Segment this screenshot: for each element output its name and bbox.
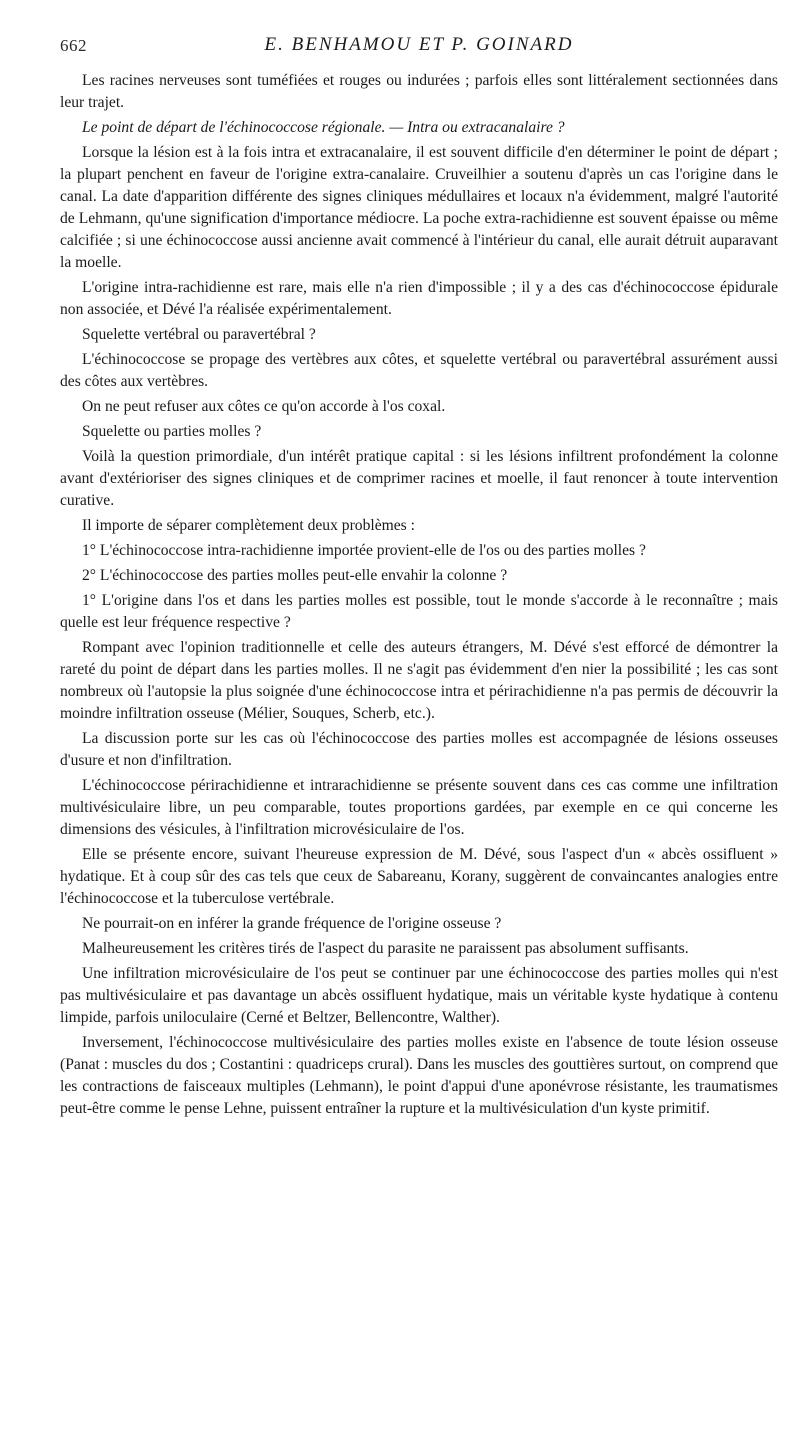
paragraph: Lorsque la lésion est à la fois intra et extracanalaire, il est souvent difficile d'en déterminer le point de départ ; la plupart penchent en faveur de l'origine extra-canalaire. Cruveilhier a soutenu d'après un cas l'origine dans le canal. La date d'apparition différente des signes cliniques médullaires et locaux n'a évidemment, malgré l'autorité de Lehmann, qu'une signification d'importance médiocre. La poche extra-rachidienne est souvent épaisse ou même calcifiée ; si une échinococcose aussi ancienne avait commencé à l'intérieur du canal, elle aurait détruit auparavant la moelle. [60,144,778,271]
paragraph: 1° L'échinococcose intra-rachidienne importée provient-elle de l'os ou des parties molles ? [82,542,646,559]
paragraph: 1° L'origine dans l'os et dans les parties molles est possible, tout le monde s'accorde à le reconnaître ; mais quelle est leur fréquence respective ? [60,592,778,631]
paragraph: Elle se présente encore, suivant l'heureuse expression de M. Dévé, sous l'aspect d'un « abcès ossifluent » hydatique. Et à coup sûr des cas tels que ceux de Sabareanu, Korany, suggèrent de convaincantes analogies entre l'échinococcose et la tuberculose vertébrale. [60,846,778,907]
subheading: Squelette ou parties molles ? [82,423,262,440]
book-page [60,30,778,1123]
paragraph: On ne peut refuser aux côtes ce qu'on accorde à l'os coxal. [82,398,446,415]
paragraph: Les racines nerveuses sont tuméfiées et rouges ou indurées ; parfois elles sont littéralement sectionnées dans leur trajet. [60,72,778,111]
section-heading: Le point de départ de l'échinococcose régionale. — Intra ou extracanalaire ? [82,119,565,136]
paragraph: 2° L'échinococcose des parties molles peut-elle envahir la colonne ? [82,567,508,584]
paragraph: Une infiltration microvésiculaire de l'os peut se continuer par une échinococcose des parties molles qui n'est pas multivésiculaire et pas davantage un abcès ossifluent hydatique, mais un véritable kyste hydatique à contenu limpide, parfois uniloculaire (Cerné et Beltzer, Bellencontre, Walther). [60,965,778,1026]
page-number: 662 [60,36,87,55]
paragraph: Il importe de séparer complètement deux problèmes : [82,517,415,534]
paragraph: La discussion porte sur les cas où l'échinococcose des parties molles est accompagnée de lésions osseuses d'usure et non d'infiltration. [60,730,778,769]
body-text [60,70,778,1120]
paragraph: Malheureusement les critères tirés de l'aspect du parasite ne paraissent pas absolument suffisants. [82,940,689,957]
running-head: E. BENHAMOU ET P. GOINARD [264,34,574,55]
paragraph: L'origine intra-rachidienne est rare, mais elle n'a rien d'impossible ; il y a des cas d'échinococcose épidurale non associée, et Dévé l'a réalisée expérimentalement. [60,279,778,318]
paragraph: Ne pourrait-on en inférer la grande fréquence de l'origine osseuse ? [82,915,502,932]
subheading: Squelette vertébral ou paravertébral ? [82,326,316,343]
page-header [60,30,778,58]
paragraph: L'échinococcose se propage des vertèbres aux côtes, et squelette vertébral ou paravertébral assurément aussi des côtes aux vertèbres. [60,351,778,390]
paragraph: Voilà la question primordiale, d'un intérêt pratique capital : si les lésions infiltrent profondément la colonne avant d'extérioriser des signes cliniques et de comprimer racines et moelle, il faut renoncer à toute intervention curative. [60,448,778,509]
paragraph: L'échinococcose périrachidienne et intrarachidienne se présente souvent dans ces cas comme une infiltration multivésiculaire libre, un peu comparable, toutes proportions gardées, par exemple en ce qui concerne les dimensions des vésicules, à l'infiltration microvésiculaire de l'os. [60,777,778,838]
paragraph: Inversement, l'échinococcose multivésiculaire des parties molles existe en l'absence de toute lésion osseuse (Panat : muscles du dos ; Costantini : quadriceps crural). Dans les muscles des gouttières surtout, on comprend que les contractions de faisceaux multiples (Lehmann), le point d'appui d'une aponévrose résistante, les traumatismes peut-être comme le pense Lehne, puissent entraîner la rupture et la multivésiculation d'un kyste primitif. [60,1034,778,1117]
paragraph: Rompant avec l'opinion traditionnelle et celle des auteurs étrangers, M. Dévé s'est efforcé de démontrer la rareté du point de départ dans les parties molles. Il ne s'agit pas évidemment d'en nier la possibilité ; les cas sont nombreux où l'autopsie la plus soignée d'une échinococcose intra et périrachidienne n'a pas permis de découvrir la moindre infiltration osseuse (Mélier, Souques, Scherb, etc.). [60,639,778,722]
